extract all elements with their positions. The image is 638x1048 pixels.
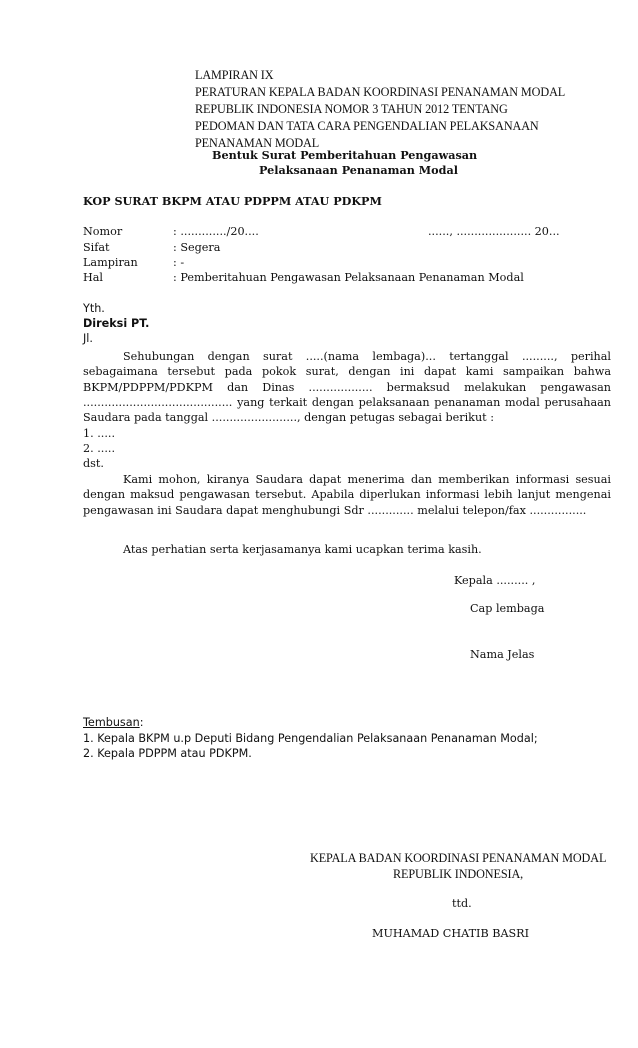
meta-hal-row [83,271,524,284]
lampiran-line-2: REPUBLIK INDONESIA NOMOR 3 TAHUN 2012 TENTANG [195,102,508,116]
footer-line-1: KEPALA BADAN KOORDINASI PENANAMAN MODAL [310,851,607,865]
kop-surat: KOP SURAT BKPM ATAU PDPPM ATAU PDKPM [83,194,382,208]
lampiran-label: Lampiran [83,256,138,269]
signature-kepala: Kepala ......... , [454,574,536,587]
footer-line-2: REPUBLIK INDONESIA, [393,867,524,881]
lampiran-title: LAMPIRAN IX [195,68,274,82]
body-paragraph-1 [83,349,611,425]
nomor-value: : ............./20.... [173,225,259,238]
sifat-value: : Segera [173,241,221,254]
body-paragraph-1-text: Sehubungan dengan surat .....(nama lembaga)... tertanggal ........., perihal sebagaimana tersebut pada pokok surat, dengan ini dapat kami sampaikan bahwa BKPM/PDPPM/PDKPM dan Dinas .................. bermaksud melakukan pengawasan .......................................... yang terkait dengan pelaksanaan penanaman modal perusahaan Saudara pada tanggal ........................, dengan petugas sebagai berikut : [83,350,611,425]
hal-label: Hal [83,271,104,284]
lampiran-value: : - [173,256,185,269]
lampiran-line-4: PENANAMAN MODAL [195,136,320,150]
footer-name: MUHAMAD CHATIB BASRI [372,927,530,940]
recipient-direksi: Direksi PT. [83,317,150,330]
signature-nama: Nama Jelas [470,648,535,661]
closing-line: Atas perhatian serta kerjasamanya kami ucapkan terima kasih. [123,543,482,556]
body-paragraph-2-text: Kami mohon, kiranya Saudara dapat menerima dan memberikan informasi sesuai dengan maksud pengawasan tersebut. Apabila diperlukan informasi lebih lanjut mengenai pengawasan ini Saudara dapat menghubungi Sdr ............. melalui telepon/fax ................ [83,473,611,517]
recipient-jl: Jl. [83,332,93,345]
body-paragraph-2 [83,472,611,518]
lampiran-line-3: PEDOMAN DAN TATA CARA PENGENDALIAN PELAKSANAAN [195,119,539,133]
tembusan-item-1: 1. Kepala BKPM u.p Deputi Bidang Pengendalian Pelaksanaan Penanaman Modal; [83,732,538,745]
tembusan-title-text: Tembusan [83,716,140,729]
list-item-1: 1. ..... [83,427,116,440]
meta-sifat-row [83,241,220,254]
footer-ttd: ttd. [452,897,472,910]
tembusan-item-2: 2. Kepala PDPPM atau PDKPM. [83,747,252,760]
nomor-label: Nomor [83,225,123,238]
signature-cap: Cap lembaga [470,602,545,615]
date-value: ......, ..................... 20... [428,225,560,238]
hal-value: : Pemberitahuan Pengawasan Pelaksanaan Penanaman Modal [173,271,524,284]
meta-nomor-row [83,225,259,238]
tembusan-colon: : [139,716,144,729]
list-dst: dst. [83,457,104,470]
sifat-label: Sifat [83,241,110,254]
lampiran-line-1: PERATURAN KEPALA BADAN KOORDINASI PENANAMAN MODAL [195,85,566,99]
tembusan-title [83,716,143,729]
meta-lampiran-row [83,256,184,269]
list-item-2: 2. ..... [83,442,116,455]
form-title-line-2: Pelaksanaan Penanaman Modal [259,163,458,177]
recipient-yth: Yth. [83,302,105,315]
form-title-line-1: Bentuk Surat Pemberitahuan Pengawasan [212,148,478,162]
